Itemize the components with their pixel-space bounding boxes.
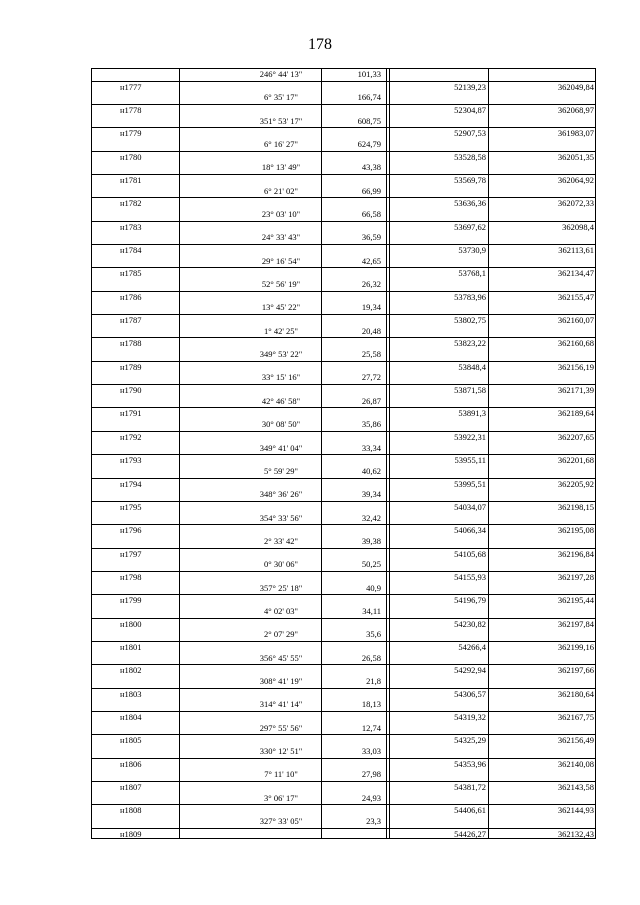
point-name: н1806	[120, 758, 142, 769]
coord-y: 362068,97	[557, 105, 594, 116]
coord-y: 362189,64	[557, 408, 594, 419]
point-name: н1796	[120, 525, 142, 536]
table-row-point	[92, 548, 595, 560]
direction-angle: 29° 16' 54"	[261, 255, 301, 266]
table-row-segment	[92, 559, 595, 571]
table-row-point	[92, 244, 595, 256]
point-name: н1802	[120, 665, 142, 676]
coord-y: 362156,49	[557, 735, 594, 746]
coord-x: 54306,57	[454, 688, 486, 699]
table-row-segment	[92, 536, 595, 548]
table-row-point	[92, 407, 595, 419]
table-row-segment	[92, 349, 595, 361]
table-row-segment	[92, 139, 595, 151]
coord-x: 53569,78	[454, 175, 486, 186]
table-row-point	[92, 81, 595, 93]
point-name: н1799	[120, 595, 142, 606]
distance: 35,6	[366, 629, 381, 640]
direction-angle: 351° 53' 17"	[259, 115, 303, 126]
table-row-segment	[92, 606, 595, 618]
coord-x: 54319,32	[454, 711, 486, 722]
point-name: н1800	[120, 618, 142, 629]
direction-angle: 308° 41' 19"	[259, 675, 303, 686]
table-row-segment	[92, 466, 595, 478]
distance: 43,38	[361, 162, 381, 173]
coord-y: 362197,84	[557, 618, 594, 629]
coord-x: 53871,58	[454, 385, 486, 396]
point-name: н1790	[120, 385, 142, 396]
coord-x: 53848,4	[458, 361, 486, 372]
direction-angle: 314° 41' 14"	[259, 699, 303, 710]
point-name: н1805	[120, 735, 142, 746]
coord-x: 53955,11	[454, 455, 486, 466]
point-name: н1782	[120, 198, 142, 209]
direction-angle: 7° 11' 10"	[264, 769, 298, 780]
coord-y: 362197,28	[557, 571, 594, 582]
point-name: н1791	[120, 408, 142, 419]
table-row-point	[92, 688, 595, 700]
table-row-segment	[92, 209, 595, 221]
direction-angle: 330° 12' 51"	[259, 745, 303, 756]
table-row-point	[92, 197, 595, 209]
table-row-segment	[92, 513, 595, 525]
distance: 66,58	[361, 209, 381, 220]
point-name: н1788	[120, 338, 142, 349]
distance: 101,33	[357, 69, 381, 79]
table-row-point	[92, 174, 595, 186]
coord-y: 362180,64	[557, 688, 594, 699]
table-row-point	[92, 314, 595, 326]
point-name: н1795	[120, 501, 142, 512]
distance: 26,32	[361, 279, 381, 290]
table-row-segment	[92, 372, 595, 384]
point-name: н1780	[120, 151, 142, 162]
point-name: н1786	[120, 291, 142, 302]
table-row-segment	[92, 699, 595, 711]
coord-x: 54292,94	[454, 665, 486, 676]
direction-angle: 42° 46' 58"	[261, 395, 301, 406]
distance: 27,72	[361, 372, 381, 383]
coord-x: 53802,75	[454, 315, 486, 326]
direction-angle: 24° 33' 43"	[261, 232, 301, 243]
distance: 36,59	[361, 232, 381, 243]
coord-y: 362205,92	[557, 478, 594, 489]
distance: 25,58	[361, 349, 381, 360]
coord-x: 53995,51	[454, 478, 486, 489]
direction-angle: 348° 36' 26"	[259, 489, 303, 500]
distance: 39,34	[361, 489, 381, 500]
table-row-segment	[92, 583, 595, 595]
distance: 32,42	[361, 512, 381, 523]
coord-x: 52907,53	[454, 128, 486, 139]
direction-angle: 356° 45' 55"	[259, 652, 303, 663]
point-name: н1787	[120, 315, 142, 326]
direction-angle: 349° 41' 04"	[259, 442, 303, 453]
direction-angle: 18° 13' 49"	[261, 162, 301, 173]
table-row-segment	[92, 396, 595, 408]
coord-x: 54105,68	[454, 548, 486, 559]
coord-x: 53636,36	[454, 198, 486, 209]
table-row-segment	[92, 326, 595, 338]
coord-y: 362132,43	[557, 828, 594, 839]
coord-y: 362196,84	[557, 548, 594, 559]
table-row-point	[92, 127, 595, 139]
table-row-point	[92, 291, 595, 303]
direction-angle: 2° 07' 29"	[264, 629, 298, 640]
direction-angle: 13° 45' 22"	[261, 302, 301, 313]
coord-x: 54230,82	[454, 618, 486, 629]
table-row-segment	[92, 489, 595, 501]
coord-y: 362198,15	[557, 501, 594, 512]
table-row-segment	[92, 746, 595, 758]
distance: 19,34	[361, 302, 381, 313]
coord-x: 53922,31	[454, 431, 486, 442]
table-row-point	[92, 734, 595, 746]
table-row-segment	[92, 279, 595, 291]
coord-y: 362201,68	[557, 455, 594, 466]
coord-y: 362049,84	[557, 81, 594, 92]
coord-y: 362144,93	[557, 805, 594, 816]
table-row-segment	[92, 419, 595, 431]
point-name: н1792	[120, 431, 142, 442]
distance: 26,87	[361, 395, 381, 406]
coord-x: 53697,62	[454, 221, 486, 232]
coord-x: 54266,4	[458, 641, 486, 652]
coord-y: 362207,65	[557, 431, 594, 442]
distance: 20,48	[361, 325, 381, 336]
table-body	[92, 69, 595, 839]
direction-angle: 0° 30' 06"	[264, 559, 298, 570]
direction-angle: 6° 21' 02"	[264, 185, 298, 196]
table-row-point	[92, 104, 595, 116]
coord-y: 362195,44	[557, 595, 594, 606]
coord-x: 54196,79	[454, 595, 486, 606]
coord-x: 52304,87	[454, 105, 486, 116]
coord-y: 362051,35	[557, 151, 594, 162]
table-row-point	[92, 151, 595, 163]
direction-angle: 246° 44' 13"	[259, 69, 303, 79]
direction-angle: 357° 25' 18"	[259, 582, 303, 593]
table-row-segment	[92, 256, 595, 268]
table-row-point	[92, 781, 595, 793]
distance: 35,86	[361, 419, 381, 430]
coord-x: 54353,96	[454, 758, 486, 769]
direction-angle: 52° 56' 19"	[261, 279, 301, 290]
table-row-segment	[92, 653, 595, 665]
coord-x: 53730,9	[458, 245, 486, 256]
point-name: н1801	[120, 641, 142, 652]
coord-y: 361983,07	[557, 128, 594, 139]
direction-angle: 327° 33' 05"	[259, 816, 303, 826]
distance: 34,11	[362, 605, 381, 616]
coord-x: 54426,27	[454, 828, 486, 839]
point-name: н1784	[120, 245, 142, 256]
coord-x: 52139,23	[454, 81, 486, 92]
point-name: н1798	[120, 571, 142, 582]
table-row-segment	[92, 443, 595, 455]
coord-y: 362113,61	[558, 245, 594, 256]
table-row-point	[92, 641, 595, 653]
table-row-segment	[92, 676, 595, 688]
coord-x: 54034,07	[454, 501, 486, 512]
table-row-point	[92, 384, 595, 396]
coord-y: 362195,08	[557, 525, 594, 536]
distance: 39,38	[361, 535, 381, 546]
distance: 40,9	[366, 582, 381, 593]
point-name: н1781	[120, 175, 142, 186]
direction-angle: 4° 02' 03"	[264, 605, 298, 616]
table-row-point	[92, 828, 595, 840]
distance: 12,74	[361, 722, 381, 733]
distance: 33,34	[361, 442, 381, 453]
coord-y: 362167,75	[557, 711, 594, 722]
coordinates-table	[91, 68, 596, 839]
direction-angle: 5° 59' 29"	[264, 465, 298, 476]
table-row-point	[92, 664, 595, 676]
table-row-segment	[92, 69, 595, 81]
table-row-point	[92, 711, 595, 723]
table-row-point	[92, 337, 595, 349]
table-row-segment	[92, 116, 595, 128]
table-row-point	[92, 758, 595, 770]
table-row-point	[92, 478, 595, 490]
coord-x: 53891,3	[458, 408, 486, 419]
distance: 608,75	[357, 115, 381, 126]
direction-angle: 6° 16' 27"	[264, 139, 298, 150]
coord-x: 53768,1	[458, 268, 486, 279]
direction-angle: 1° 42' 25"	[264, 325, 298, 336]
point-name: н1809	[120, 828, 142, 839]
distance: 40,62	[361, 465, 381, 476]
table-row-point	[92, 618, 595, 630]
table-row-segment	[92, 723, 595, 735]
table-row-segment	[92, 302, 595, 314]
distance: 18,13	[361, 699, 381, 710]
point-name: н1789	[120, 361, 142, 372]
point-name: н1779	[120, 128, 142, 139]
direction-angle: 3° 06' 17"	[264, 792, 298, 803]
table-row-point	[92, 221, 595, 233]
distance: 23,3	[366, 816, 381, 826]
direction-angle: 6° 35' 17"	[264, 92, 298, 103]
table-row-point	[92, 267, 595, 279]
coord-y: 362156,19	[557, 361, 594, 372]
coord-y: 362140,08	[557, 758, 594, 769]
table-row-point	[92, 594, 595, 606]
table-row-segment	[92, 629, 595, 641]
coord-y: 362143,58	[557, 781, 594, 792]
table-row-segment	[92, 793, 595, 805]
point-name: н1807	[120, 781, 142, 792]
table-row-point	[92, 361, 595, 373]
point-name: н1797	[120, 548, 142, 559]
point-name: н1783	[120, 221, 142, 232]
distance: 27,98	[361, 769, 381, 780]
table-row-point	[92, 501, 595, 513]
table-row-segment	[92, 162, 595, 174]
coord-y: 362072,33	[557, 198, 594, 209]
table-row-point	[92, 524, 595, 536]
direction-angle: 33° 15' 16"	[261, 372, 301, 383]
point-name: н1793	[120, 455, 142, 466]
coord-x: 53783,96	[454, 291, 486, 302]
distance: 24,93	[361, 792, 381, 803]
coord-y: 362064,92	[557, 175, 594, 186]
distance: 26,58	[361, 652, 381, 663]
direction-angle: 349° 53' 22"	[259, 349, 303, 360]
coord-y: 362160,68	[557, 338, 594, 349]
point-name: н1808	[120, 805, 142, 816]
coord-y: 362134,47	[557, 268, 594, 279]
table-row-segment	[92, 186, 595, 198]
direction-angle: 23° 03' 10"	[261, 209, 301, 220]
coord-x: 53528,58	[454, 151, 486, 162]
point-name: н1804	[120, 711, 142, 722]
coord-x: 54066,34	[454, 525, 486, 536]
table-row-segment	[92, 769, 595, 781]
table-row-point	[92, 431, 595, 443]
coord-y: 362199,16	[557, 641, 594, 652]
table-row-point	[92, 454, 595, 466]
point-name: н1778	[120, 105, 142, 116]
direction-angle: 354° 33' 56"	[259, 512, 303, 523]
distance: 50,25	[361, 559, 381, 570]
coord-x: 54325,29	[454, 735, 486, 746]
coord-x: 54381,72	[454, 781, 486, 792]
table-row-segment	[92, 232, 595, 244]
direction-angle: 297° 55' 56"	[259, 722, 303, 733]
coord-x: 54406,61	[454, 805, 486, 816]
direction-angle: 30° 08' 50"	[261, 419, 301, 430]
table-row-segment	[92, 92, 595, 104]
distance: 66,99	[361, 185, 381, 196]
page-number: 178	[308, 36, 332, 53]
distance: 21,8	[366, 675, 381, 686]
table-row-point	[92, 571, 595, 583]
coord-y: 362098,4	[562, 221, 594, 232]
point-name: н1777	[120, 81, 142, 92]
table-row-point	[92, 804, 595, 816]
coord-y: 362155,47	[557, 291, 594, 302]
distance: 166,74	[357, 92, 381, 103]
coord-x: 54155,93	[454, 571, 486, 582]
coord-x: 53823,22	[454, 338, 486, 349]
point-name: н1803	[120, 688, 142, 699]
coord-y: 362160,07	[557, 315, 594, 326]
distance: 42,65	[361, 255, 381, 266]
distance: 33,03	[361, 745, 381, 756]
coord-y: 362171,39	[557, 385, 594, 396]
point-name: н1785	[120, 268, 142, 279]
table-row-segment	[92, 816, 595, 828]
distance: 624,79	[357, 139, 381, 150]
direction-angle: 2° 33' 42"	[264, 535, 298, 546]
coord-y: 362197,66	[557, 665, 594, 676]
point-name: н1794	[120, 478, 142, 489]
